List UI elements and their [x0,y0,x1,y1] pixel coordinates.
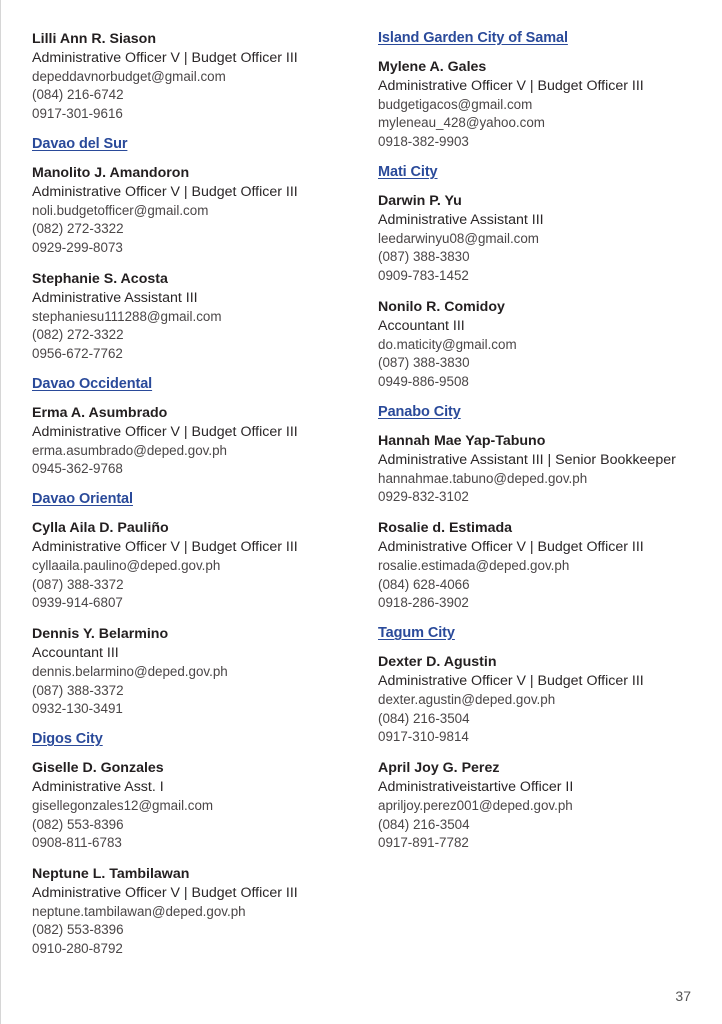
contact-phone: (087) 388-3372 [32,576,124,592]
contact-position: Administrative Officer V | Budget Officer III [32,49,298,66]
contact-phone: (084) 216-6742 [32,87,124,103]
contact-position: Administrative Assistant III [32,289,198,306]
contact-name: Darwin P. Yu [378,192,462,209]
contact-email: depeddavnorbudget@gmail.com [32,68,226,84]
contact-phone: 0908-811-6783 [32,835,122,851]
contact-email: gisellegonzales12@gmail.com [32,797,214,813]
page-number: 37 [675,988,691,1004]
contact-card [32,30,352,124]
section-davao-occidental [32,376,352,479]
contact-card [378,653,708,747]
section-title: Tagum City [378,625,455,642]
contact-position: Accountant III [378,317,465,334]
section-davao-del-sur [32,136,352,364]
contact-position: Administrativeistartive Officer II [378,778,574,795]
contact-phone: 0929-832-3102 [378,489,469,505]
contact-card [378,192,708,286]
contact-card [378,759,708,853]
contact-name: Stephanie S. Acosta [32,270,168,287]
contact-card [378,298,708,392]
contact-email: neptune.tambilawan@deped.gov.ph [32,903,246,919]
contact-position: Administrative Officer V | Budget Officer III [378,538,644,555]
contact-card [32,759,352,853]
contact-name: Nonilo R. Comidoy [378,298,505,315]
contact-phone: (087) 388-3830 [378,249,470,265]
right-column [378,30,708,865]
contact-position: Administrative Officer V | Budget Officer III [378,77,644,94]
contact-email: budgetigacos@gmail.com [378,96,533,112]
contact-position: Administrative Officer V | Budget Officer III [378,672,644,689]
contact-email: cyllaaila.paulino@deped.gov.ph [32,557,221,573]
contact-name: Neptune L. Tambilawan [32,866,190,883]
section-title: Mati City [378,163,438,180]
section-continued [32,30,352,124]
contact-card [32,164,352,258]
contact-phone: (084) 216-3504 [378,710,470,726]
contact-phone: 0932-130-3491 [32,701,123,717]
contact-position: Accountant III [32,644,119,661]
contact-name: Giselle D. Gonzales [32,760,164,777]
section-title: Island Garden City of Samal [378,30,568,46]
section-island-garden-city-of-samal [378,30,708,152]
contact-name: Lilli Ann R. Siason [32,31,157,47]
contact-phone: (082) 553-8396 [32,816,124,832]
contact-card [378,432,708,507]
contact-phone: 0918-286-3902 [378,595,469,611]
contact-name: Mylene A. Gales [378,59,487,75]
contact-phone: (082) 272-3322 [32,327,124,343]
contact-email: leedarwinyu08@gmail.com [378,230,539,246]
contact-email: dexter.agustin@deped.gov.ph [378,691,556,707]
contact-name: Hannah Mae Yap-Tabuno [378,432,546,449]
contact-email: erma.asumbrado@deped.gov.ph [32,442,227,458]
contact-phone: 0917-310-9814 [378,729,469,745]
contact-position: Administrative Officer V | Budget Officer III [32,423,298,440]
contact-card [32,865,352,959]
contact-phone: 0929-299-8073 [32,240,123,256]
contact-name: Rosalie d. Estimada [378,520,513,537]
contact-email: noli.budgetofficer@gmail.com [32,202,209,218]
contact-position: Administrative Assistant III | Senior Bookkeeper [378,451,676,468]
contact-phone: (087) 388-3830 [378,355,470,371]
section-mati-city [378,164,708,392]
contact-phone: (084) 216-3504 [378,816,470,832]
contact-name: April Joy G. Perez [378,760,500,777]
contact-phone: 0945-362-9768 [32,461,123,477]
section-digos-city [32,731,352,959]
contact-phone: 0917-891-7782 [378,835,469,851]
contact-position: Administrative Officer V | Budget Officer III [32,183,298,200]
contact-phone: (082) 553-8396 [32,922,124,938]
contact-phone: 0918-382-9903 [378,134,469,150]
contact-position: Administrative Officer V | Budget Officer III [32,538,298,555]
contact-name: Dexter D. Agustin [378,654,497,671]
contact-card [32,270,352,364]
contact-phone: 0939-914-6807 [32,595,123,611]
contact-email: dennis.belarmino@deped.gov.ph [32,663,228,679]
contact-phone: (082) 272-3322 [32,221,124,237]
contact-card [32,625,352,719]
contact-email: myleneau_428@yahoo.com [378,115,545,131]
contact-name: Erma A. Asumbrado [32,404,168,421]
section-title: Davao del Sur [32,135,128,152]
contact-card [378,519,708,613]
section-tagum-city [378,625,708,853]
contact-card [378,58,708,152]
contact-phone: 0917-301-9616 [32,106,123,122]
contact-phone: (087) 388-3372 [32,682,124,698]
contact-name: Cylla Aila D. Pauliño [32,520,169,537]
section-title: Digos City [32,731,103,748]
contact-position: Administrative Assistant III [378,211,544,228]
contact-phone: 0910-280-8792 [32,941,123,957]
contact-email: apriljoy.perez001@deped.gov.ph [378,797,573,813]
contact-phone: 0949-886-9508 [378,374,469,390]
contact-email: stephaniesu111288@gmail.com [32,308,222,324]
section-davao-oriental [32,491,352,719]
contact-name: Manolito J. Amandoron [32,164,190,181]
section-title: Davao Occidental [32,375,153,392]
contact-phone: 0909-783-1452 [378,268,469,284]
contact-card [32,519,352,613]
contact-email: hannahmae.tabuno@deped.gov.ph [378,470,588,486]
section-title: Davao Oriental [32,491,133,508]
contact-card [32,404,352,479]
contact-email: rosalie.estimada@deped.gov.ph [378,557,570,573]
contact-position: Administrative Officer V | Budget Officer III [32,884,298,901]
contact-phone: (084) 628-4066 [378,576,470,592]
left-column [32,30,352,971]
contact-phone: 0956-672-7762 [32,346,123,362]
contact-name: Dennis Y. Belarmino [32,626,169,643]
section-panabo-city [378,404,708,613]
contact-email: do.maticity@gmail.com [378,336,517,352]
contact-position: Administrative Asst. I [32,778,164,795]
section-title: Panabo City [378,403,461,420]
